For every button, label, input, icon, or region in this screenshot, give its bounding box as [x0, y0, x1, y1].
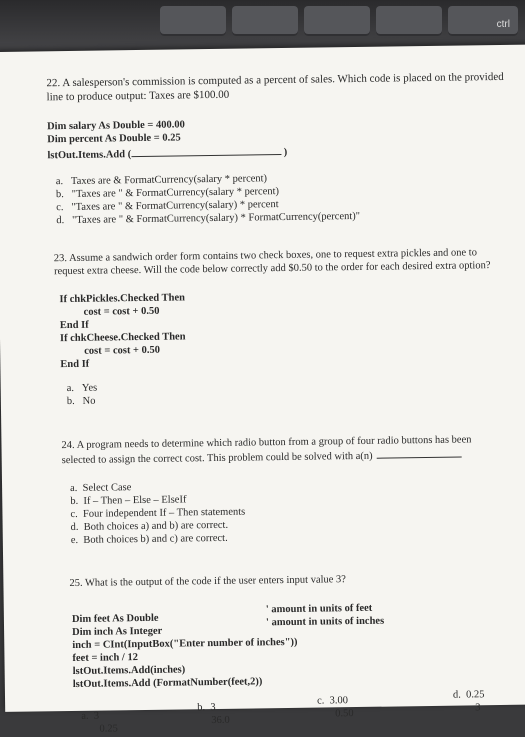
option-letter: c. — [70, 508, 78, 521]
q24-option-e — [71, 533, 228, 548]
q22-code-line — [47, 144, 287, 163]
option-text: Taxes are & FormatCurrency(salary * percent) — [70, 173, 268, 187]
option-letter: e. — [70, 534, 79, 547]
q23-code-line: If chkCheese.Checked Then — [59, 331, 186, 345]
keyboard-key — [232, 6, 298, 36]
option-letter: c. — [317, 695, 325, 707]
option-letter: d. — [56, 215, 65, 227]
q24-answer-blank — [376, 447, 461, 459]
option-text: Both choices a) and b) are correct. — [83, 519, 229, 533]
option-text: "Taxes are " & FormatCurrency(salary) * FormatCurrency(percent)" — [72, 210, 361, 226]
option-text: No — [82, 395, 96, 407]
option-value: 36.0 — [211, 714, 230, 726]
q22-code-line: Dim percent As Double = 0.25 — [47, 132, 181, 146]
q22-prompt-line2: line to produce output: Taxes are $100.00 — [46, 88, 230, 104]
q25-prompt: 25. What is the output of the code if the user enters input value 3? — [69, 574, 347, 590]
option-value: 3 — [210, 701, 216, 714]
option-value: 3 — [93, 710, 100, 722]
option-value: 0.50 — [335, 707, 354, 719]
q25-comment-inch: ' amount in units of inches — [265, 615, 385, 629]
q22-code-close: ) — [283, 146, 288, 158]
option-value: 3.00 — [329, 695, 349, 707]
q22-answer-blank — [131, 144, 281, 157]
option-text: Select Case — [82, 482, 132, 494]
option-text: "Taxes are " & FormatCurrency(salary) * percent — [71, 199, 279, 213]
q24-option-b — [70, 494, 186, 508]
q23-code-line: If chkPickles.Checked Then — [59, 292, 186, 306]
q23-option-b — [67, 396, 96, 409]
q23-option-a — [67, 383, 98, 396]
worksheet-paper — [0, 44, 525, 735]
q23-prompt-line2: request extra cheese. Will the code below correctly add $0.50 to the order for each desired extra option? — [53, 260, 491, 278]
q25-code-line: lstOut.Items.Add(inches) — [72, 664, 186, 677]
option-letter: a. — [81, 710, 89, 722]
option-letter: d. — [70, 521, 79, 534]
q23-code-line: cost = cost + 0.50 — [83, 305, 160, 318]
option-value: 0.25 — [99, 722, 118, 735]
option-letter: b. — [197, 702, 206, 714]
q25-option-b — [197, 702, 230, 727]
option-letter: b. — [66, 395, 75, 408]
option-text: Yes — [81, 382, 98, 394]
q25-code-line: Dim inch As Integer — [72, 625, 163, 638]
q23-prompt-line1: 23. Assume a sandwich order form contains two check boxes, one to request extra pickles and one to — [53, 247, 478, 265]
option-text: Four independent If – Then statements — [82, 506, 246, 520]
keyboard-key — [376, 6, 442, 36]
option-text: "Taxes are " & FormatCurrency(salary * percent) — [71, 186, 280, 200]
q22-prompt-line1: 22. A salesperson's commission is computed as a percent of sales. Which code is placed on the provided — [46, 70, 504, 90]
q23-code-line: End If — [60, 358, 90, 371]
q25-code-line: inch = CInt(InputBox("Enter number of inches")) — [72, 636, 298, 651]
keyboard-key — [160, 6, 226, 36]
option-value: 3 — [475, 701, 481, 713]
q25-option-c — [317, 695, 354, 721]
q24-prompt-text: selected to assign the correct cost. This problem could be solved with a(n) — [61, 450, 373, 467]
q25-code-line: lstOut.Items.Add (FormatNumber(feet,2)) — [72, 676, 263, 690]
q25-option-d — [453, 689, 485, 714]
option-letter: a. — [55, 176, 64, 188]
option-letter: c. — [56, 202, 64, 214]
q25-option-a — [81, 710, 118, 736]
option-letter: b. — [55, 189, 64, 201]
option-text: Both choices b) and c) are correct. — [83, 532, 228, 546]
option-letter: b. — [70, 495, 79, 508]
q23-code-line: cost = cost + 0.50 — [84, 344, 161, 357]
q25-comment-feet: ' amount in units of feet — [265, 602, 373, 616]
q23-code-line: End If — [59, 319, 89, 332]
option-text: If – Then – Else – ElseIf — [83, 494, 187, 507]
q24-prompt-line1: 24. A program needs to determine which radio button from a group of four radio buttons has been — [61, 434, 472, 452]
option-letter: a. — [70, 482, 78, 495]
q22-code-line: Dim salary As Double = 400.00 — [46, 119, 185, 133]
q25-code-line: feet = inch / 12 — [72, 652, 139, 664]
q25-code-line: Dim feet As Double — [71, 612, 159, 625]
option-value: 0.25 — [466, 689, 485, 701]
ctrl-key — [448, 6, 518, 36]
q22-code-call: lstOut.Items.Add ( — [47, 149, 132, 162]
option-letter: d. — [452, 689, 461, 701]
ctrl-key-label: ctrl — [496, 19, 510, 30]
q24-option-a — [70, 482, 131, 495]
keyboard-key — [304, 6, 370, 36]
option-letter: a. — [66, 382, 75, 395]
